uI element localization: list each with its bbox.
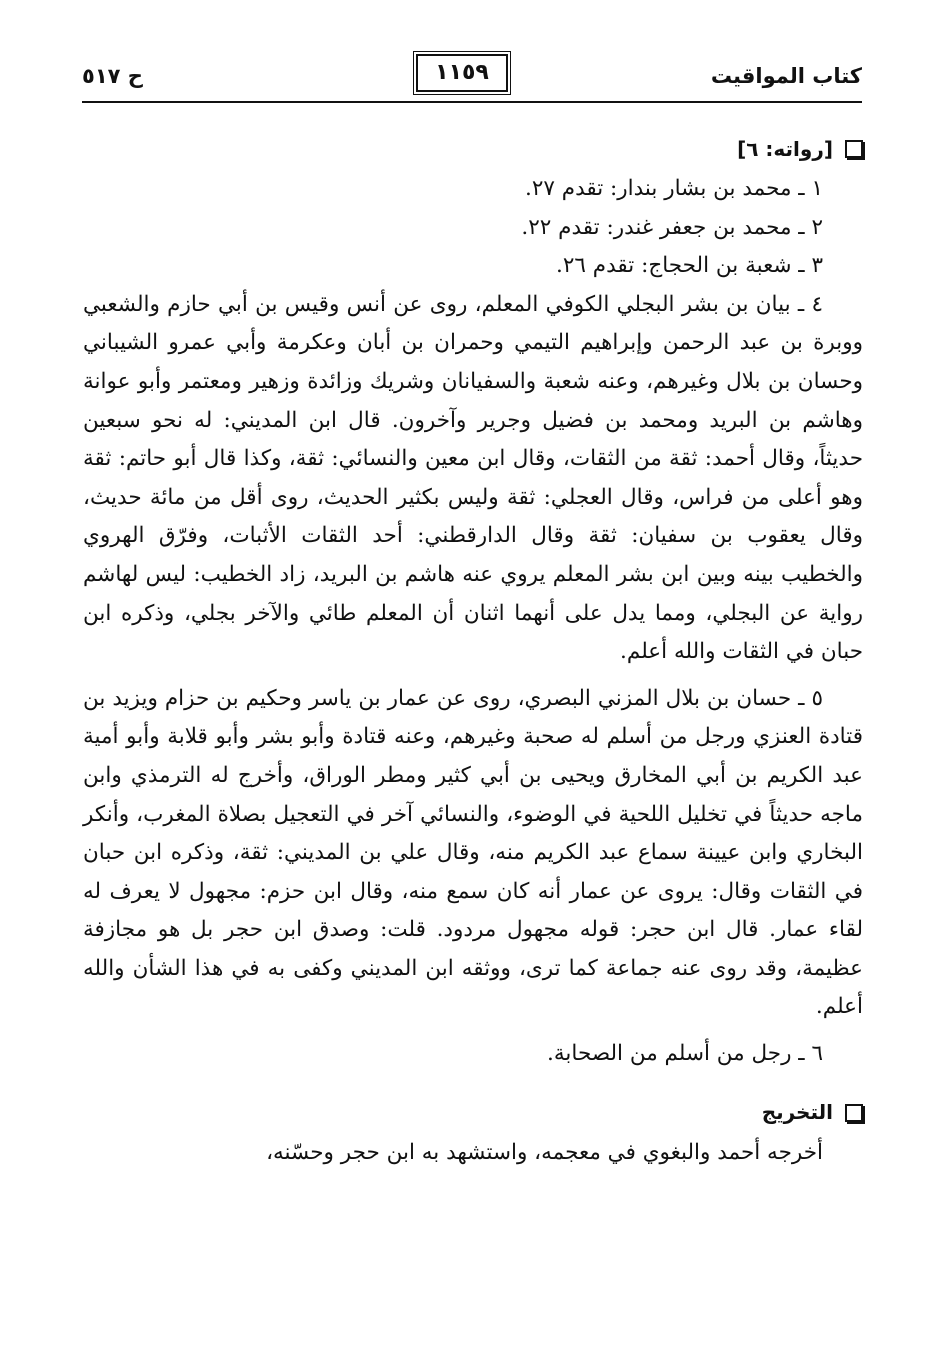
- page-body: [83, 128, 863, 1172]
- narrator-item-6: ٦ ـ رجل من أسلم من الصحابة.: [547, 1041, 823, 1067]
- takhrij-heading-text: التخريج: [761, 1100, 833, 1125]
- narrator-item-1: ١ ـ محمد بن بشار بندار: تقدم ٢٧.: [524, 176, 823, 201]
- page-header: [82, 58, 862, 102]
- checkbox-square-icon: [845, 1104, 863, 1122]
- narrators-heading-text: [رواته: ٦]: [737, 136, 833, 161]
- book-title: كتاب المواقيت: [710, 64, 862, 88]
- narrator-item-2: ٢ ـ محمد بن جعفر غندر: تقدم ٢٢.: [521, 214, 823, 240]
- page-number: ١١٥٩: [416, 54, 508, 92]
- narrator-item-3: ٣ ـ شعبة بن الحجاج: تقدم ٢٦.: [556, 253, 823, 279]
- narrator-item-5: ٥ ـ حسان بن بلال المزني البصري، روى عن عمار بن ياسر وحكيم بن حزام ويزيد بن قتادة العنزي ورجل من أسلم له صحبة وغيرهم، وعنه قتادة وأبو بشر وأبو قلابة وأبو أمية عبد الكريم بن أبي المخارق ويحيى بن أبي كثير ومطر الوراق، وأخرج له الترمذي وابن ماجه حديثاً في تخليل اللحية في الوضوء، والنسائي آخر في التعجيل بصلاة المغرب، وأنكر البخاري وابن عيينة سماع عبد الكريم منه، وقال علي بن المديني: ثقة، وذكره ابن حبان في الثقات وقال: يروى عن عمار أنه كان سمع منه، وقال ابن حزم: مجهول لا يعرف له لقاء عمار. قال ابن حجر: قوله مجهول مردود. قلت: وصدق ابن حجر بل هو مجازفة عظيمة، وقد روى عنه جماعة كما ترى، ووثقه ابن المديني وكفى به في هذا الشأن والله أعلم.: [83, 685, 863, 1020]
- narrators-heading: [83, 128, 863, 170]
- takhrij-heading: [83, 1092, 863, 1134]
- hadith-reference: ح ٥١٧: [82, 64, 143, 88]
- checkbox-square-icon: [845, 140, 863, 158]
- takhrij-text: أخرجه أحمد والبغوي في معجمه، واستشهد به ابن حجر وحسّنه،: [266, 1139, 823, 1165]
- header-divider: [82, 101, 862, 103]
- narrator-item-4: ٤ ـ بيان بن بشر البجلي الكوفي المعلم، روى عن أنس وقيس بن أبي حازم والشعبي ووبرة بن عبد الرحمن وإبراهيم التيمي وحمران بن أبان وعكرمة وأبي عمرو الشيباني وحسان بن بلال وغيرهم، وعنه شعبة والسفيانان وشريك وزائدة وزهير ومعتمر وأبو عوانة وهاشم بن البريد ومحمد بن فضيل وجرير وآخرون. قال ابن المديني: له نحو سبعين حديثاً، وقال أحمد: ثقة من الثقات، وقال ابن معين والنسائي: ثقة، وكذا قال أبو حاتم: ثقة وهو أعلى من فراس، وقال العجلي: ثقة وليس بكثير الحديث، روى أقل من مائة حديث، وقال يعقوب بن سفيان: ثقة وقال الدارقطني: أحد الثقات الأثبات، وفرّق الهروي والخطيب بينه وبين ابن بشر المعلم يروي عنه هاشم بن البريد، زاد الخطيب: ليس لهاشم رواية عن البجلي، ومما يدل على أنهما اثنان أن المعلم طائي والآخر بجلي، وذكره ابن حبان في الثقات والله أعلم.: [83, 291, 863, 665]
